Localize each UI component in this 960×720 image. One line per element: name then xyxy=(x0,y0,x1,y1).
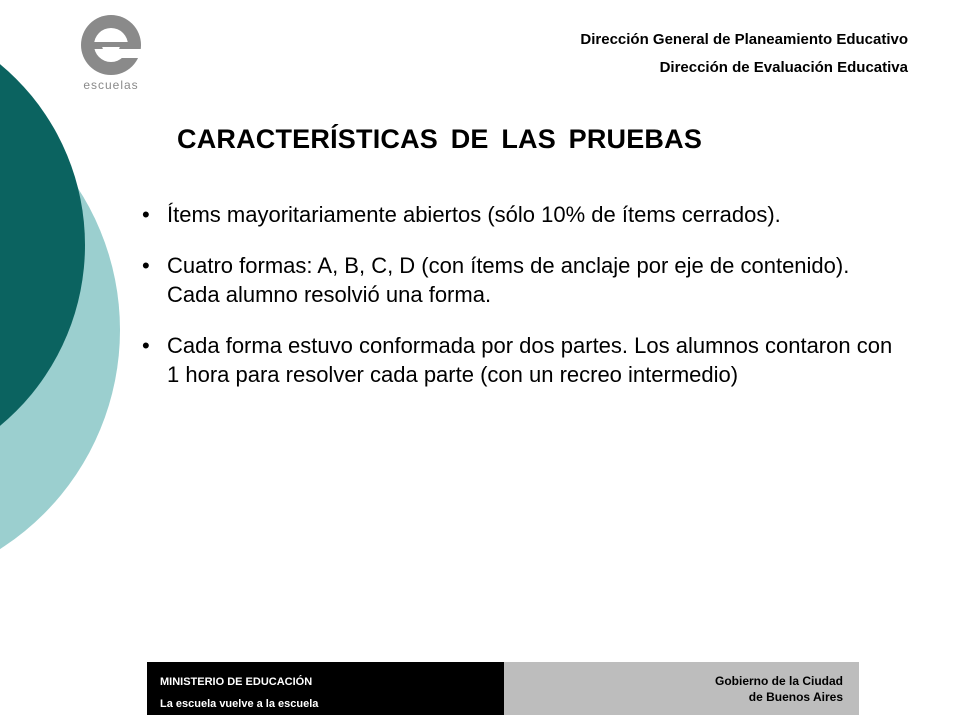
bullet-item xyxy=(140,251,900,309)
bullet-text: Ítems mayoritariamente abiertos (sólo 10% de ítems cerrados). xyxy=(167,202,781,227)
header-institution xyxy=(580,26,908,82)
logo-wordmark: escuelas xyxy=(83,78,139,92)
footer-ministry xyxy=(147,662,504,715)
bullet-item xyxy=(140,200,900,229)
footer-banner xyxy=(147,662,859,715)
footer-government-line-2: de Buenos Aires xyxy=(748,690,843,704)
footer-ministry-name: MINISTERIO DE EDUCACIÓN xyxy=(160,676,313,688)
bullet-list xyxy=(140,200,900,411)
header-line-2: Dirección de Evaluación Educativa xyxy=(659,59,908,76)
slide-title: CARACTERÍSTICAS DE LAS PRUEBAS xyxy=(177,124,703,154)
bullet-dot: • xyxy=(142,333,150,358)
footer-government xyxy=(504,662,859,715)
bullet-text: Cuatro formas: A, B, C, D (con ítems de anclaje por eje de contenido). Cada alumno resolvió una forma. xyxy=(167,253,850,307)
footer-ministry-slogan: La escuela vuelve a la escuela xyxy=(160,698,319,710)
bullet-dot: • xyxy=(142,253,150,278)
bullet-item xyxy=(140,331,900,389)
escuelas-logo xyxy=(78,14,144,94)
header-line-1: Dirección General de Planeamiento Educativo xyxy=(580,31,908,48)
bullet-dot: • xyxy=(142,202,150,227)
footer-government-line-1: Gobierno de la Ciudad xyxy=(714,674,843,688)
e-letter-logo-icon xyxy=(78,14,144,78)
bullet-text: Cada forma estuvo conformada por dos partes. Los alumnos contaron con 1 hora para resolver cada parte (con un recreo intermedio) xyxy=(167,333,893,387)
